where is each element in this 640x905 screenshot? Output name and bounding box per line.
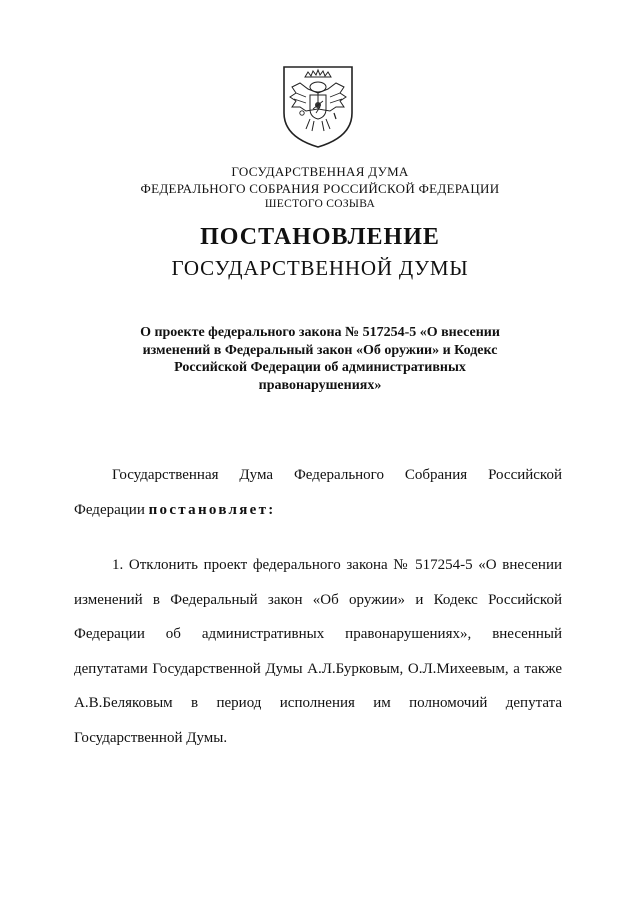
intro-paragraph bbox=[74, 458, 562, 527]
intro-text: Государственная Дума Федерального Собрания Российской Федерации bbox=[74, 467, 562, 518]
document-title: ПОСТАНОВЛЕНИЕ bbox=[200, 224, 440, 250]
point-1-paragraph: 1. Отклонить проект федерального закона № 517254-5 «О внесении изменений в Федеральный закон «Об оружии» и Кодекс Российской Федерации об административных правонарушениях», внесенный депутатами Государственной Думы А.Л.Бурковым, О.Л.Михеевым, а также А.В.Беляковым в период исполнения им полномочий депутата Государственной Думы. bbox=[74, 557, 562, 746]
intro-verb: постановляет: bbox=[148, 501, 276, 518]
coat-of-arms-icon bbox=[280, 63, 356, 149]
org-line-duma: ГОСУДАРСТВЕННАЯ ДУМА bbox=[231, 164, 409, 179]
document-subject: О проекте федерального закона № 517254-5 «О внесении изменений в Федеральный закон «Об оружии» и Кодекс Российской Федерации об административных правонарушениях» bbox=[140, 325, 500, 393]
org-line-federal-assembly: ФЕДЕРАЛЬНОГО СОБРАНИЯ РОССИЙСКОЙ ФЕДЕРАЦИИ bbox=[140, 181, 500, 196]
document-subtitle: ГОСУДАРСТВЕННОЙ ДУМЫ bbox=[171, 256, 469, 280]
org-line-convocation: ШЕСТОГО СОЗЫВА bbox=[264, 198, 376, 210]
